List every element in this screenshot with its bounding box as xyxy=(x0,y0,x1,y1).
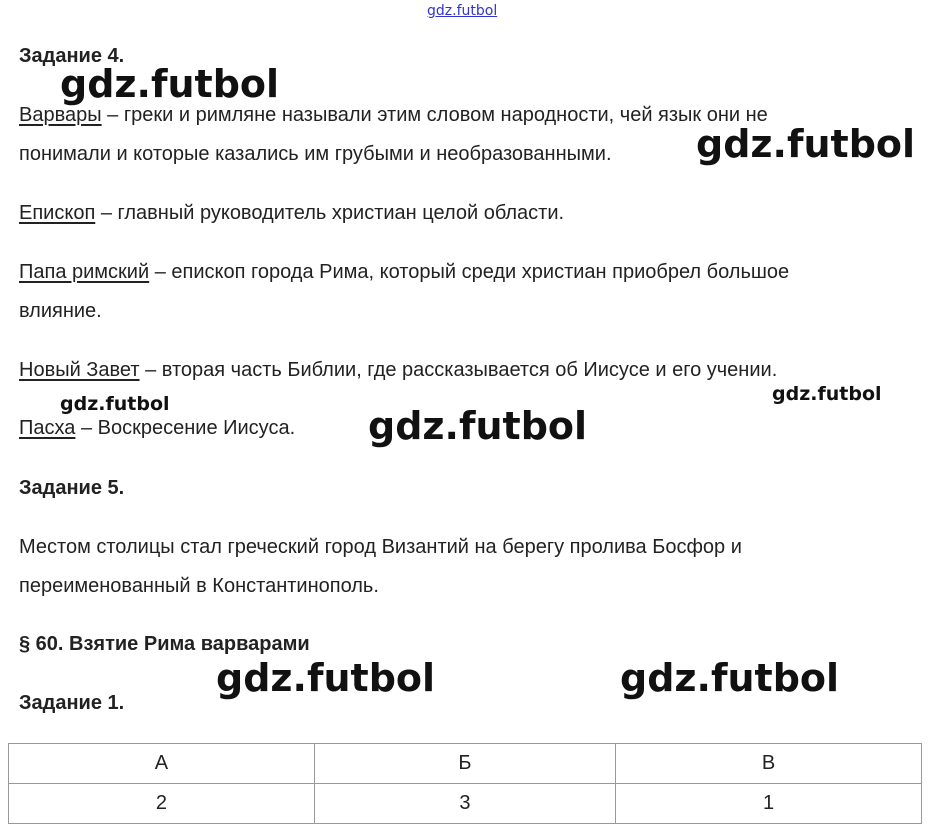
new-testament-definition: – вторая часть Библии, где рассказывается об Иисусе и его учении. xyxy=(139,359,778,381)
watermark-large: gdz.futbol xyxy=(368,404,588,448)
watermark-large: gdz.futbol xyxy=(60,62,280,106)
table-cell: 2 xyxy=(9,784,315,824)
table-header-cell: А xyxy=(9,744,315,784)
task5-line1: Местом столицы стал греческий город Византий на берегу пролива Босфор и xyxy=(19,536,742,558)
table-header-cell: Б xyxy=(314,744,615,784)
task1-heading: Задание 1. xyxy=(19,692,125,714)
bishop-definition: – главный руководитель христиан целой области. xyxy=(95,202,565,224)
table-row xyxy=(9,784,922,824)
term-bishop: Епископ xyxy=(19,202,96,224)
bishop-line xyxy=(19,201,564,225)
easter-definition: – Воскресение Иисуса. xyxy=(75,417,296,439)
barbarians-definition: – греки и римляне называли этим словом народности, чей язык они не xyxy=(101,104,768,126)
section60-heading: § 60. Взятие Рима варварами xyxy=(19,633,310,655)
task5-line2: переименованный в Константинополь. xyxy=(19,575,379,597)
term-easter: Пасха xyxy=(19,417,76,439)
easter-line xyxy=(19,416,295,440)
watermark-top: gdz.futbol xyxy=(427,3,498,19)
answer-table xyxy=(8,743,922,824)
term-new-testament: Новый Завет xyxy=(19,359,140,381)
table-header-row xyxy=(9,744,922,784)
table-header-cell: В xyxy=(616,744,922,784)
pope-line1 xyxy=(19,260,789,284)
barbarians-line1 xyxy=(19,103,768,127)
new-testament-line xyxy=(19,358,777,382)
task5-heading: Задание 5. xyxy=(19,477,125,499)
table-cell: 1 xyxy=(616,784,922,824)
watermark-small: gdz.futbol xyxy=(772,383,882,405)
task4-heading: Задание 4. xyxy=(19,45,125,67)
table-cell: 3 xyxy=(314,784,615,824)
pope-definition: – епископ города Рима, который среди христиан приобрел большое xyxy=(149,261,790,283)
term-barbarians: Варвары xyxy=(19,104,102,126)
watermark-large: gdz.futbol xyxy=(216,656,436,700)
watermark-small: gdz.futbol xyxy=(60,393,170,415)
pope-line2: влияние. xyxy=(19,300,102,322)
barbarians-line2: понимали и которые казались им грубыми и необразованными. xyxy=(19,143,612,165)
watermark-large: gdz.futbol xyxy=(696,122,916,166)
watermark-large: gdz.futbol xyxy=(620,656,840,700)
term-pope: Папа римский xyxy=(19,261,150,283)
